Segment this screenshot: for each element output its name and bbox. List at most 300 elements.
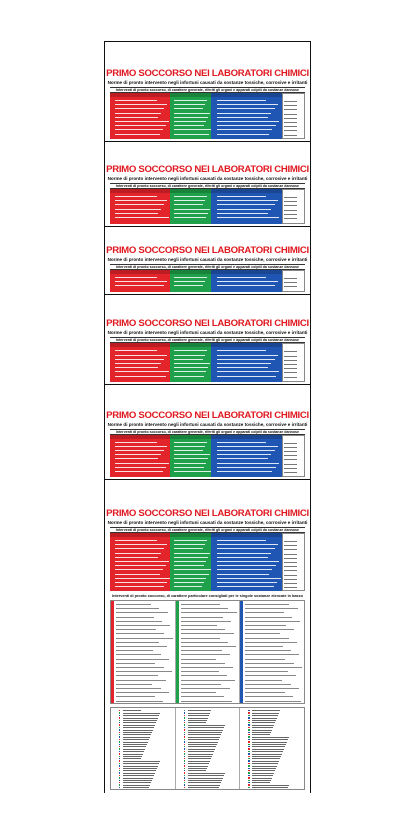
column-red (110, 93, 170, 139)
text-line (245, 633, 280, 634)
text-line (284, 135, 297, 136)
substance-name (252, 758, 280, 759)
substance-marker (119, 727, 120, 728)
text-line (174, 100, 207, 101)
substance-name (188, 756, 212, 757)
text-line (115, 125, 166, 126)
substance-name (252, 770, 275, 771)
text-line (284, 214, 297, 215)
text-line (245, 692, 284, 693)
column-header (170, 93, 211, 97)
text-line (181, 671, 219, 672)
text-line (115, 458, 159, 459)
text-line (174, 113, 210, 114)
substance-marker (119, 729, 120, 730)
text-line (245, 604, 289, 605)
substance-marker (184, 758, 185, 759)
substance-name (188, 763, 209, 764)
substance-marker (248, 720, 249, 721)
column-header (110, 270, 170, 274)
text-line (116, 696, 155, 697)
text-line (217, 463, 279, 464)
substance-name (123, 739, 149, 740)
text-line (116, 663, 155, 664)
section-heading: Interventi di pronto soccorso, di carattere generale, riferiti gli organi e apparati colpiti da sostanze dannose (110, 337, 305, 343)
substance-name (188, 710, 211, 711)
substance-name (123, 720, 157, 721)
substance-marker (248, 734, 249, 735)
text-line (217, 350, 266, 351)
text-line (115, 467, 166, 468)
text-line (115, 117, 159, 118)
text-line (181, 684, 222, 685)
text-line (284, 579, 297, 580)
text-line (174, 125, 204, 126)
substance-name (188, 732, 222, 733)
text-line (116, 671, 172, 672)
column-header (211, 93, 281, 97)
substance-marker (248, 787, 249, 788)
text-line (181, 701, 233, 702)
poster-title: PRIMO SOCCORSO NEI LABORATORI CHIMICI (106, 244, 309, 256)
substance-marker (184, 756, 185, 757)
text-line (217, 100, 266, 101)
column-red (110, 435, 170, 477)
substance-marker (184, 775, 185, 776)
substance-name (252, 778, 272, 779)
substance-marker (119, 736, 120, 737)
substance-name (188, 766, 208, 767)
text-line (115, 544, 168, 545)
substance-name (123, 732, 152, 733)
substance-marker (184, 741, 185, 742)
substance-marker (248, 746, 249, 747)
text-line (115, 450, 165, 451)
substance-marker (119, 722, 120, 723)
substance-marker (248, 715, 249, 716)
text-line (174, 196, 207, 197)
substance-column (111, 708, 176, 789)
text-line (217, 355, 278, 356)
substance-name (188, 780, 222, 781)
text-line (284, 218, 297, 219)
poster-subtitle: Norme di pronto intervento negli infortuni causati da sostanze tossiche, corrosive e irritanti (107, 421, 308, 427)
substance-name (252, 751, 283, 752)
text-line (174, 359, 203, 360)
poster-panel (105, 480, 310, 794)
substance-name (123, 766, 158, 767)
text-line (217, 113, 271, 114)
substance-marker (119, 782, 120, 783)
text-line (116, 608, 159, 609)
substance-marker (184, 787, 185, 788)
text-line (181, 675, 227, 676)
section2-heading: Interventi di pronto soccorso, di carattere particolare consigliati per le singole sostanze elencate in basso (112, 594, 303, 598)
column-red (110, 189, 170, 224)
text-line (284, 109, 297, 110)
text-line (284, 114, 297, 115)
substance-name (188, 742, 218, 743)
color-stripe (111, 601, 114, 703)
text-line (174, 350, 207, 351)
substance-name (252, 768, 276, 769)
text-line (181, 612, 237, 613)
substance-name (188, 727, 224, 728)
poster-subtitle: Norme di pronto intervento negli infortuni causati da sostanze tossiche, corrosive e irritanti (107, 330, 308, 336)
text-line (284, 130, 297, 131)
text-line (217, 565, 276, 566)
text-line (174, 129, 211, 130)
substance-marker (119, 720, 120, 721)
substance-marker (248, 768, 249, 769)
substance-marker (119, 787, 120, 788)
text-line (284, 205, 297, 206)
substance-name (252, 715, 278, 716)
substance-marker (248, 770, 249, 771)
substance-name (252, 732, 271, 733)
substance-marker (119, 760, 120, 761)
text-line (115, 540, 157, 541)
text-line (115, 355, 168, 356)
text-line (217, 574, 269, 575)
text-line (115, 108, 165, 109)
substance-marker (119, 715, 120, 716)
text-line (284, 570, 297, 571)
text-line (245, 612, 283, 613)
substance-name (123, 787, 149, 788)
text-line (174, 217, 206, 218)
text-line (115, 104, 168, 105)
text-line (115, 281, 168, 282)
column-header (170, 270, 211, 274)
text-line (181, 692, 216, 693)
substance-name (123, 713, 160, 714)
text-line (217, 548, 275, 549)
substance-name (123, 710, 141, 711)
text-line (217, 359, 275, 360)
text-line (115, 471, 163, 472)
text-line (217, 450, 275, 451)
text-line (115, 582, 167, 583)
substance-name (123, 725, 155, 726)
text-line (181, 680, 236, 681)
substance-name (252, 773, 274, 774)
text-line (245, 659, 285, 660)
text-line (217, 578, 281, 579)
text-line (116, 654, 161, 655)
substance-name (123, 756, 142, 757)
substance-name (252, 780, 271, 781)
column-notes (282, 533, 305, 591)
substance-marker (248, 758, 249, 759)
text-line (245, 684, 290, 685)
poster-panel (105, 227, 310, 295)
column-red (110, 270, 170, 292)
text-line (174, 582, 205, 583)
substance-marker (119, 732, 120, 733)
column-header (110, 189, 170, 193)
substance-name (188, 718, 208, 719)
substance-marker (248, 772, 249, 773)
text-line (217, 129, 272, 130)
substance-name (252, 746, 285, 747)
substance-marker (184, 727, 185, 728)
substance-name (123, 742, 148, 743)
substance-name (188, 785, 220, 786)
substance-name (123, 773, 155, 774)
text-line (174, 446, 205, 447)
color-stripe (176, 601, 179, 703)
text-line (217, 367, 268, 368)
substance-marker (184, 736, 185, 737)
text-line (284, 451, 297, 452)
substance-name (252, 785, 289, 786)
text-line (217, 376, 276, 377)
column-blue (211, 343, 281, 382)
text-line (217, 121, 279, 122)
substance-name (188, 737, 220, 738)
substance-name (123, 768, 157, 769)
poster-title: PRIMO SOCCORSO NEI LABORATORI CHIMICI (106, 409, 309, 421)
substance-name (252, 749, 284, 750)
text-line (284, 122, 297, 123)
column-header (170, 435, 211, 439)
text-line (284, 364, 297, 365)
text-line (284, 368, 297, 369)
substance-marker (248, 717, 249, 718)
substance-marker (184, 715, 185, 716)
text-line (217, 104, 278, 105)
text-line (115, 285, 165, 286)
text-line (245, 642, 297, 643)
text-line (116, 667, 164, 668)
column-header (110, 343, 170, 347)
text-line (245, 696, 293, 697)
substance-marker (119, 710, 120, 711)
text-line (181, 688, 230, 689)
text-line (115, 561, 169, 562)
text-line (245, 621, 300, 622)
text-line (245, 646, 283, 647)
text-line (116, 646, 167, 647)
text-line (181, 659, 217, 660)
text-line (284, 372, 297, 373)
text-line (174, 578, 207, 579)
substance-marker (184, 777, 185, 778)
text-line (284, 377, 297, 378)
column-green (170, 93, 211, 139)
substance-name (252, 744, 286, 745)
first-aid-columns (110, 343, 305, 382)
text-line (116, 684, 152, 685)
column-header (110, 435, 170, 439)
text-line (284, 583, 297, 584)
text-line (116, 659, 169, 660)
substance-name (188, 749, 215, 750)
text-line (174, 548, 203, 549)
substance-name (123, 734, 151, 735)
substance-marker (184, 780, 185, 781)
substance-name (188, 734, 221, 735)
text-line (116, 688, 161, 689)
text-line (174, 285, 203, 286)
text-line (174, 121, 206, 122)
substance-marker (184, 720, 185, 721)
text-line (284, 286, 297, 287)
text-line (284, 459, 297, 460)
substance-name (252, 720, 276, 721)
section-heading: Interventi di pronto soccorso, di carattere generale, riferiti gli organi e apparati colpiti da sostanze dannose (110, 527, 305, 533)
text-line (284, 101, 297, 102)
substance-name (123, 744, 147, 745)
poster-frame (104, 41, 311, 793)
text-line (174, 213, 208, 214)
text-line (116, 621, 162, 622)
column-red (110, 343, 170, 382)
substance-name (188, 751, 214, 752)
text-line (181, 646, 236, 647)
text-line (174, 371, 206, 372)
text-line (181, 667, 233, 668)
text-line (181, 663, 225, 664)
substance-name (188, 787, 219, 788)
substance-name (123, 782, 151, 783)
column-header (170, 189, 211, 193)
substance-name (123, 749, 145, 750)
text-line (217, 569, 272, 570)
text-line (116, 612, 168, 613)
text-line (284, 464, 297, 465)
substance-marker (248, 784, 249, 785)
text-line (174, 569, 211, 570)
substance-name (123, 722, 156, 723)
substance-name (123, 761, 160, 762)
substance-marker (248, 722, 249, 723)
text-line (181, 604, 220, 605)
text-line (284, 351, 297, 352)
specific-column (111, 601, 176, 703)
text-line (217, 204, 275, 205)
substance-name (252, 742, 287, 743)
column-header (170, 343, 211, 347)
substance-marker (119, 768, 120, 769)
substance-marker (119, 724, 120, 725)
text-line (174, 367, 208, 368)
text-line (217, 544, 278, 545)
text-line (181, 621, 231, 622)
text-line (116, 692, 169, 693)
substance-name (252, 756, 281, 757)
substance-name (252, 782, 270, 783)
text-line (217, 196, 266, 197)
column-header (211, 270, 281, 274)
substance-name (252, 737, 289, 738)
text-line (217, 582, 277, 583)
text-line (116, 604, 151, 605)
text-line (245, 680, 282, 681)
column-notes (282, 189, 305, 224)
substance-marker (248, 748, 249, 749)
text-line (174, 561, 206, 562)
text-line (284, 278, 297, 279)
substance-marker (119, 744, 120, 745)
substance-name (252, 766, 277, 767)
text-line (115, 586, 164, 587)
text-line (284, 545, 297, 546)
substance-marker (248, 729, 249, 730)
specific-interventions (110, 600, 305, 704)
substance-marker (248, 756, 249, 757)
first-aid-columns (110, 189, 305, 224)
text-line (174, 467, 204, 468)
column-header (211, 189, 281, 193)
column-blue (211, 93, 281, 139)
substance-name (123, 727, 154, 728)
text-line (284, 360, 297, 361)
substance-name (252, 718, 277, 719)
column-header (110, 533, 170, 537)
text-line (115, 376, 166, 377)
column-header (170, 533, 211, 537)
substance-marker (119, 751, 120, 752)
text-line (174, 454, 210, 455)
substance-name (123, 763, 159, 764)
text-line (284, 468, 297, 469)
text-line (174, 104, 205, 105)
text-line (116, 642, 159, 643)
text-line (217, 371, 279, 372)
text-line (217, 217, 279, 218)
text-line (174, 574, 209, 575)
text-line (115, 553, 162, 554)
text-line (181, 696, 224, 697)
text-line (174, 458, 208, 459)
text-line (115, 548, 165, 549)
text-line (284, 282, 297, 283)
column-blue (211, 435, 281, 477)
text-line (284, 201, 297, 202)
substance-name (123, 746, 146, 747)
text-line (174, 204, 203, 205)
text-line (284, 558, 297, 559)
text-line (181, 650, 222, 651)
text-line (174, 376, 204, 377)
text-line (116, 625, 170, 626)
column-header (211, 343, 281, 347)
column-header (211, 533, 281, 537)
text-line (217, 454, 271, 455)
substance-marker (184, 760, 185, 761)
poster-subtitle: Norme di pronto intervento negli infortuni causati da sostanze tossiche, corrosive e irritanti (107, 176, 308, 182)
text-line (115, 574, 160, 575)
substance-marker (248, 732, 249, 733)
section-heading: Interventi di pronto soccorso, di carattere generale, riferiti gli organi e apparati colpiti da sostanze dannose (110, 87, 305, 93)
substance-marker (119, 770, 120, 771)
text-line (115, 113, 162, 114)
text-line (174, 134, 209, 135)
text-line (116, 629, 156, 630)
substance-name (252, 710, 280, 711)
text-line (245, 638, 288, 639)
column-blue (211, 533, 281, 591)
substance-marker (119, 784, 120, 785)
text-line (115, 371, 169, 372)
poster-title: PRIMO SOCCORSO NEI LABORATORI CHIMICI (106, 68, 309, 79)
substance-name (123, 785, 150, 786)
text-line (181, 608, 229, 609)
substance-name (188, 746, 216, 747)
substance-marker (184, 770, 185, 771)
